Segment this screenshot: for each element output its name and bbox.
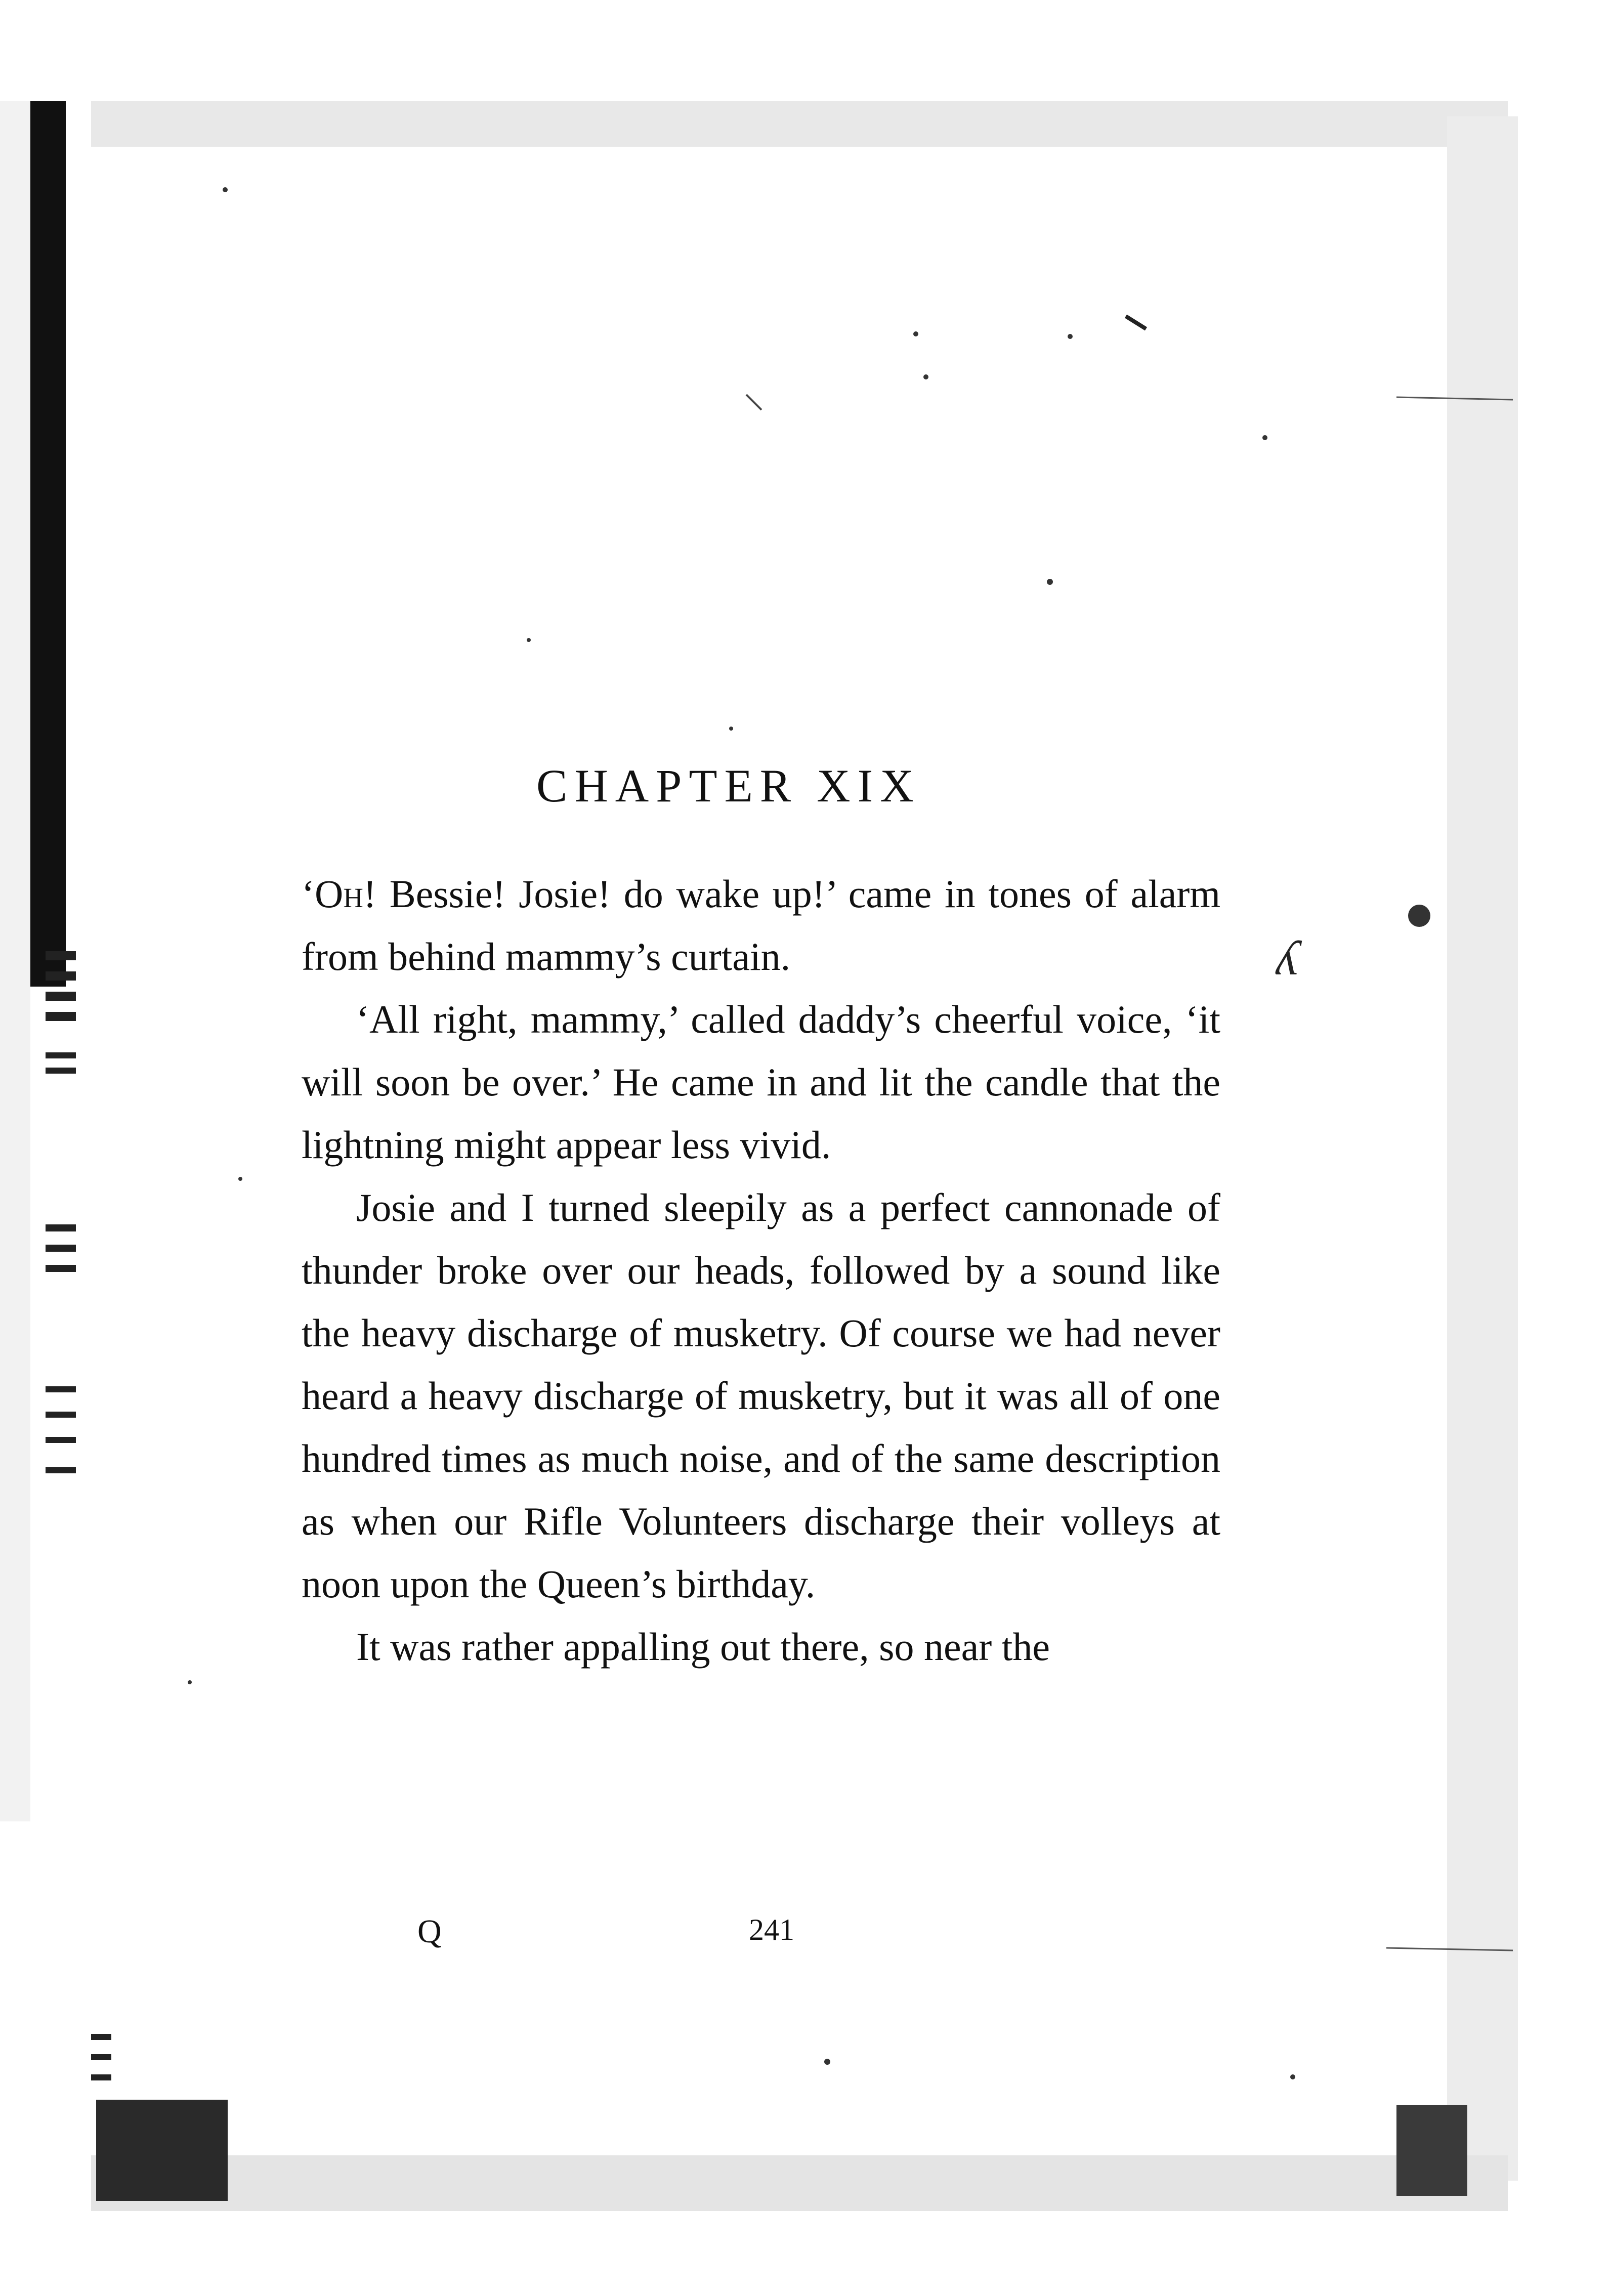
corner-shadow-bottom-right: [1396, 2105, 1467, 2196]
top-edge-noise: [91, 101, 1508, 147]
paragraph-3: Josie and I turned sleepily as a perfect cannonade of thunder broke over our heads, followed by a sound like the heavy discharge of musketry. Of course we had never heard a heavy discharge of musketry, but it was all of one hundred times as much noise, and of the same description as when our Rifle Volunteers discharge their volleys at noon upon the Queen’s birthday.: [302, 1185, 1220, 1606]
paragraph-1-lead: ‘Oh!: [302, 872, 376, 916]
paragraph-4: It was rather appalling out there, so near the: [356, 1625, 1050, 1669]
right-edge-noise: [1447, 116, 1518, 2181]
bottom-edge-noise: [91, 2155, 1508, 2211]
paragraph-1-text: Bessie! Josie! do wake up!’ came in tones of alarm from behind mammy’s curtain.: [302, 872, 1220, 979]
page-number: 241: [749, 1913, 794, 1946]
signature-mark: Q: [417, 1913, 442, 1950]
chapter-heading: CHAPTER XIX: [536, 760, 921, 812]
left-edge-marks: [46, 951, 111, 2080]
paragraph-2: ‘All right, mammy,’ called daddy’s cheerful voice, ‘it will soon be over.’ He came in and lit the candle that the lightning might appear less vivid.: [302, 997, 1220, 1167]
chapter-body: [302, 863, 1220, 1678]
corner-shadow-bottom-left: [96, 2100, 228, 2201]
paragraph-1: [302, 863, 1220, 988]
binding-shadow-left: [30, 101, 66, 987]
stray-mark-top: [1126, 316, 1146, 329]
margin-annotation: ʎ: [1275, 929, 1298, 986]
